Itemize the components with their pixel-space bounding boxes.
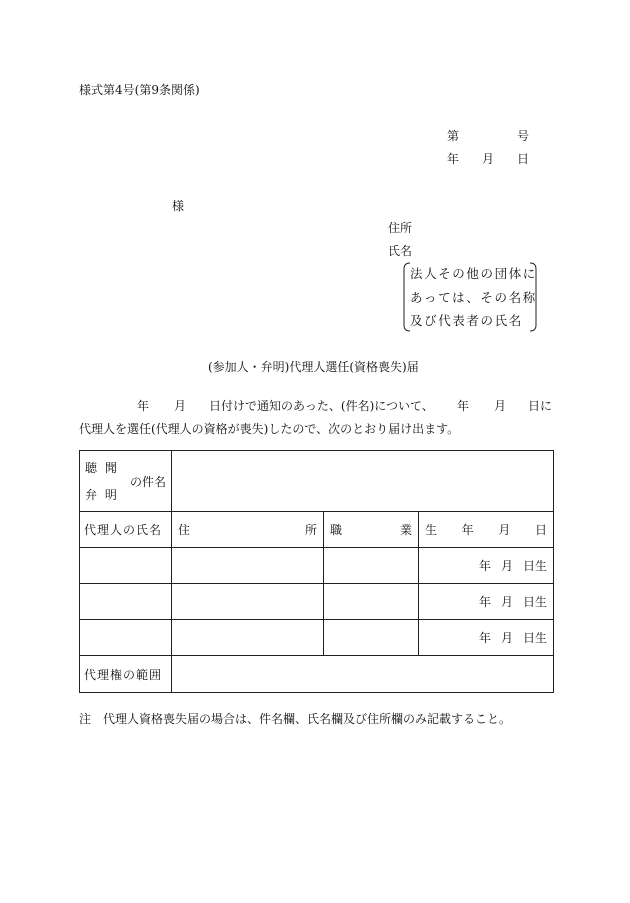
sender-name-label: 氏名 — [388, 244, 413, 258]
header-birth-b: 年 — [461, 523, 474, 537]
scope-field[interactable] — [172, 656, 554, 693]
body-line1-day2: 日に — [528, 399, 553, 413]
birth-day: 日生 — [523, 595, 548, 609]
birth-month: 月 — [500, 559, 513, 573]
header-occupation-a: 職 — [330, 523, 343, 537]
header-birth-d: 日 — [534, 523, 547, 537]
scope-row — [80, 656, 554, 693]
header-birth-a: 生 — [425, 523, 438, 537]
case-label-hearing: 聴 聞 — [85, 460, 119, 475]
doc-date-month: 月 — [482, 152, 495, 166]
agent-name-field[interactable] — [80, 548, 172, 584]
header-occupation — [324, 512, 419, 548]
agent-birth-field[interactable] — [419, 584, 554, 620]
case-label-explanation: 弁 明 — [85, 487, 119, 502]
sender-note-line-2: あっては、その名称 — [410, 290, 537, 305]
agent-table — [79, 450, 554, 693]
addressee-suffix: 様 — [172, 199, 185, 213]
agent-name-field[interactable] — [80, 620, 172, 656]
body-line1-text: 日付けで通知のあった、(件名)について、 — [209, 399, 434, 413]
header-occupation-b: 業 — [399, 523, 412, 537]
birth-day: 日生 — [523, 631, 548, 645]
agent-birth-field[interactable] — [419, 620, 554, 656]
body-line1-year: 年 — [137, 399, 150, 413]
birth-year: 年 — [478, 559, 491, 573]
agent-birth-field[interactable] — [419, 548, 554, 584]
birth-day: 日生 — [523, 559, 548, 573]
agent-address-field[interactable] — [172, 584, 324, 620]
table-row — [80, 620, 554, 656]
document-title: (参加人・弁明)代理人選任(資格喪失)届 — [208, 360, 419, 374]
agent-occupation-field[interactable] — [324, 620, 419, 656]
sender-note-line-1: 法人その他の団体に — [410, 266, 537, 281]
header-birth — [419, 512, 554, 548]
body-line1-month2: 月 — [494, 399, 507, 413]
case-label-cell — [80, 451, 172, 512]
birth-year: 年 — [478, 595, 491, 609]
agent-address-field[interactable] — [172, 548, 324, 584]
birth-month: 月 — [500, 595, 513, 609]
header-row — [80, 512, 554, 548]
header-address — [172, 512, 324, 548]
body-line2: 代理人を選任(代理人の資格が喪失)したので、次のとおり届け出ます。 — [79, 422, 460, 436]
case-name-field[interactable] — [172, 451, 554, 512]
header-address-b: 所 — [304, 523, 317, 537]
agent-address-field[interactable] — [172, 620, 324, 656]
agent-occupation-field[interactable] — [324, 548, 419, 584]
header-name: 代理人の氏名 — [80, 512, 172, 548]
header-address-a: 住 — [178, 523, 191, 537]
footnote: 注 代理人資格喪失届の場合は、件名欄、氏名欄及び住所欄のみ記載すること。 — [79, 712, 512, 726]
agent-occupation-field[interactable] — [324, 584, 419, 620]
case-row — [80, 451, 554, 512]
table-row — [80, 584, 554, 620]
doc-date-day: 日 — [517, 152, 530, 166]
form-number: 様式第4号(第9条関係) — [79, 83, 200, 97]
birth-month: 月 — [500, 631, 513, 645]
doc-date-year: 年 — [447, 152, 460, 166]
table-row — [80, 548, 554, 584]
body-line1-year2: 年 — [457, 399, 470, 413]
header-birth-c: 月 — [498, 523, 511, 537]
sender-address-label: 住所 — [388, 221, 413, 235]
body-line1-month: 月 — [174, 399, 187, 413]
case-label-suffix: の件名 — [130, 474, 167, 489]
scope-label: 代理権の範囲 — [80, 656, 172, 693]
sender-note-line-3: 及び代表者の氏名 — [410, 313, 523, 328]
doc-number-dai: 第 — [447, 129, 460, 143]
birth-year: 年 — [478, 631, 491, 645]
agent-name-field[interactable] — [80, 584, 172, 620]
doc-number-go: 号 — [517, 129, 530, 143]
